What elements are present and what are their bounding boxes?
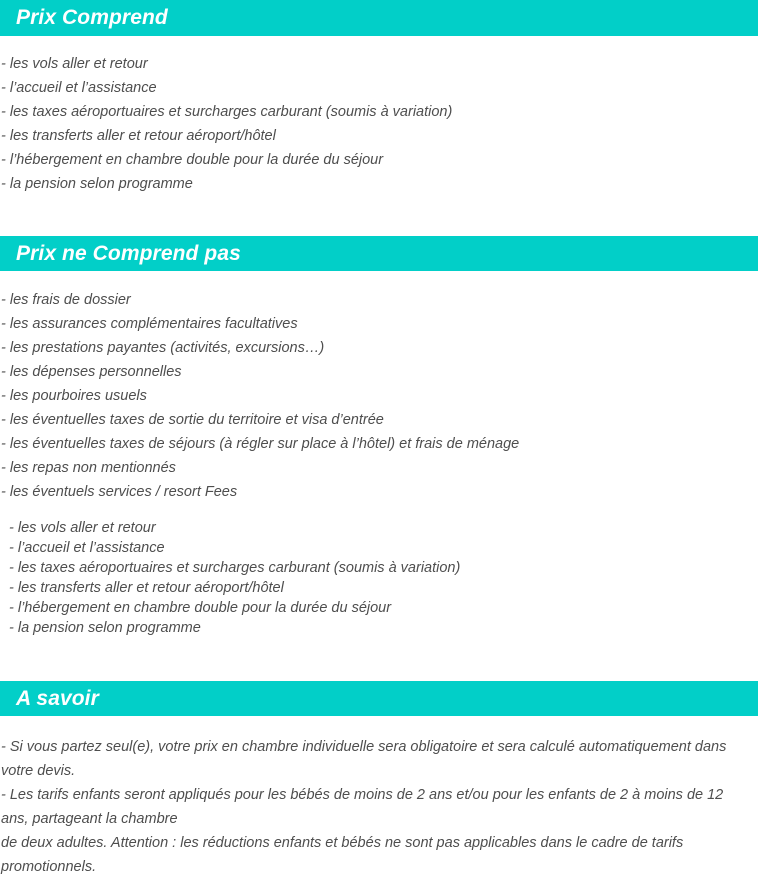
list-item: - les éventuelles taxes de séjours (à régler sur place à l’hôtel) et frais de ménage [1, 436, 520, 452]
included-list [1, 52, 758, 196]
list-item: - l’hébergement en chambre double pour la durée du séjour [1, 152, 384, 168]
sub-list-item: - la pension selon programme [9, 620, 201, 636]
list-item: - les éventuels services / resort Fees [1, 484, 238, 500]
section-body-a-savoir [0, 716, 758, 879]
list-item: - les pourboires usuels [1, 388, 147, 404]
note-paragraph: - Les tarifs enfants seront appliqués pour les bébés de moins de 2 ans et/ou pour les enfants de 2 à moins de 12 ans, partageant la chambre [1, 787, 724, 827]
note-paragraph: - Si vous partez seul(e), votre prix en chambre individuelle sera obligatoire et sera calculé automatiquement dans votre devis. [1, 739, 727, 779]
list-item: - la pension selon programme [1, 176, 193, 192]
list-item: - les frais de dossier [1, 292, 131, 308]
excluded-list [1, 288, 758, 504]
note-paragraph: de deux adultes. Attention : les réductions enfants et bébés ne sont pas applicables dans le cadre de tarifs promotionnels. [1, 835, 684, 875]
list-item: - les prestations payantes (activités, excursions…) [1, 340, 325, 356]
section-body-prix-comprend [0, 36, 758, 196]
sub-list-item: - les vols aller et retour [9, 520, 156, 536]
section-header-prix-comprend: Prix Comprend [0, 0, 758, 36]
sub-list-item: - l’hébergement en chambre double pour la durée du séjour [9, 600, 392, 616]
section-body-prix-ne-comprend-pas [0, 271, 758, 638]
list-item: - les éventuelles taxes de sortie du territoire et visa d’entrée [1, 412, 384, 428]
list-item: - les repas non mentionnés [1, 460, 176, 476]
excluded-sub-list [1, 504, 758, 638]
sub-list-item: - les taxes aéroportuaires et surcharges carburant (soumis à variation) [9, 560, 461, 576]
section-header-a-savoir: A savoir [0, 681, 758, 716]
list-item: - les dépenses personnelles [1, 364, 182, 380]
list-item: - les transferts aller et retour aéroport/hôtel [1, 128, 276, 144]
sub-list-item: - les transferts aller et retour aéroport/hôtel [9, 580, 284, 596]
sub-list-item: - l’accueil et l’assistance [9, 540, 165, 556]
list-item: - l’accueil et l’assistance [1, 80, 157, 96]
list-item: - les assurances complémentaires facultatives [1, 316, 298, 332]
list-item: - les taxes aéroportuaires et surcharges carburant (soumis à variation) [1, 104, 453, 120]
list-item: - les vols aller et retour [1, 56, 148, 72]
section-header-prix-ne-comprend-pas: Prix ne Comprend pas [0, 236, 758, 271]
section-spacer [0, 196, 758, 236]
section-spacer [0, 638, 758, 681]
